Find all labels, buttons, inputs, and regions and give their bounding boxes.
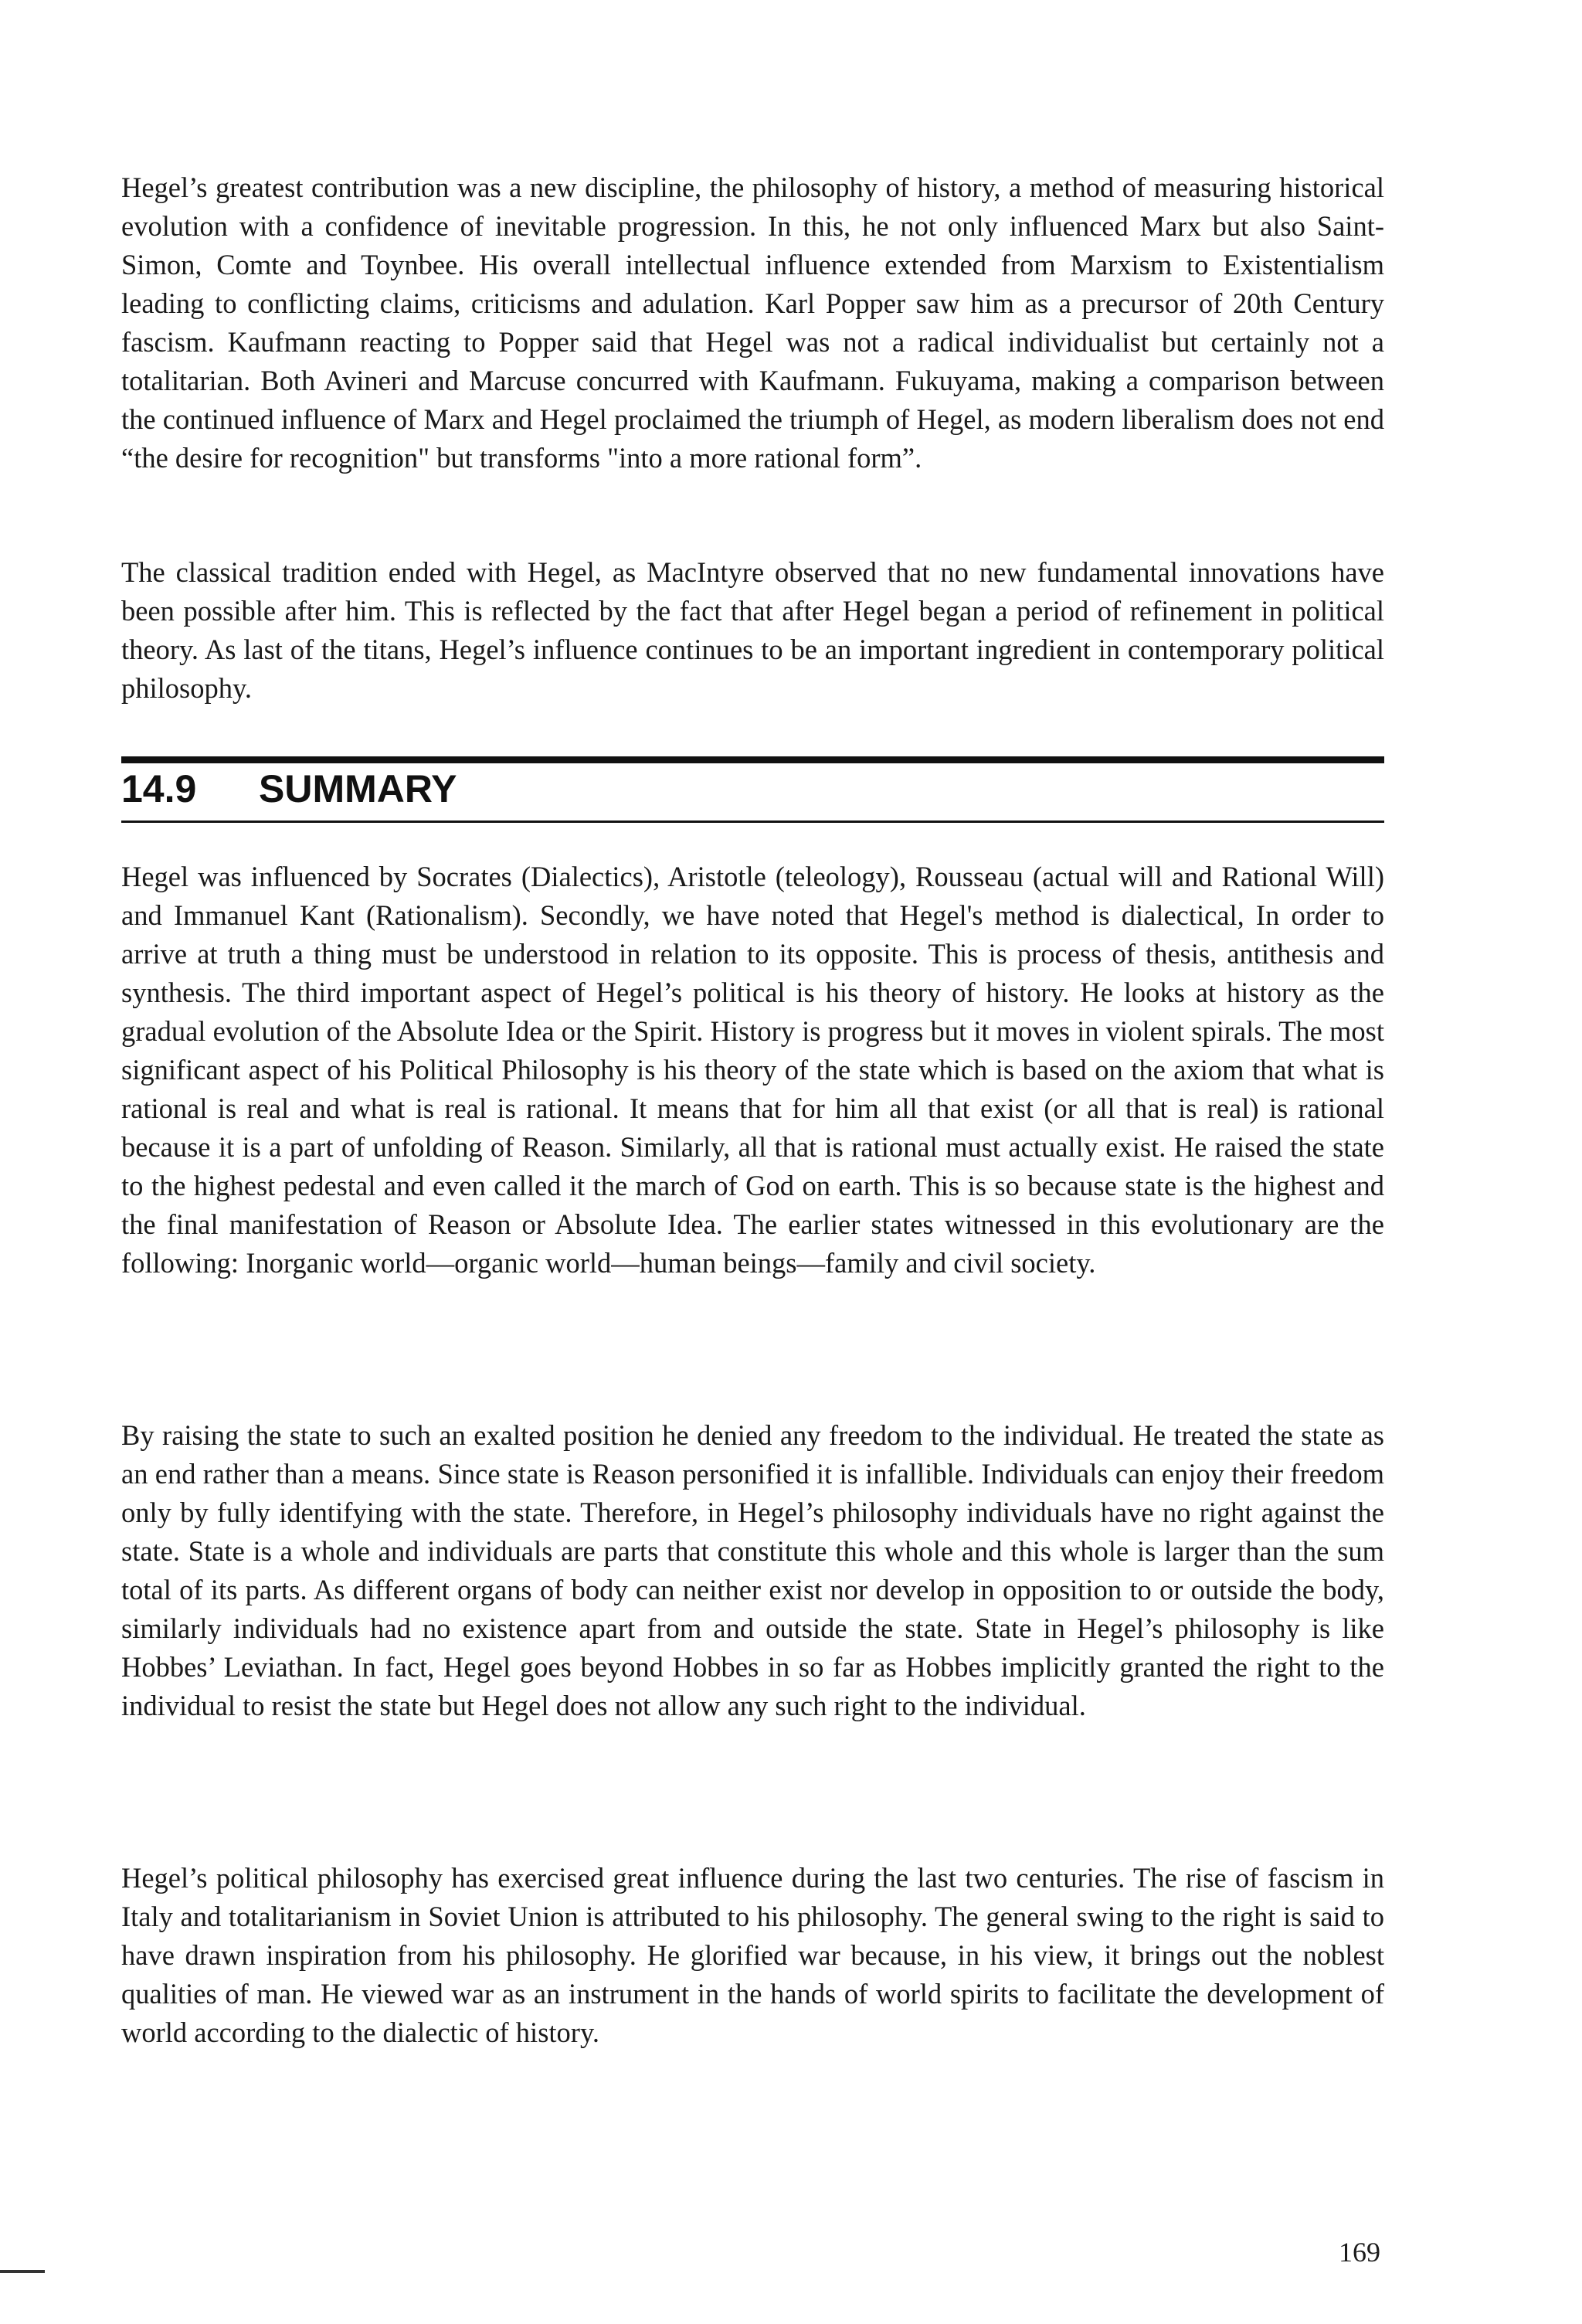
scan-edge-mark — [0, 2270, 45, 2273]
page-number: 169 — [1339, 2237, 1380, 2268]
section-rule-bottom — [121, 821, 1384, 823]
paragraph-hegel-contribution: Hegel’s greatest contribution was a new discipline, the philosophy of history, a method of measuring historical evolution with a confidence of inevitable progression. In this, he not only influenced Marx but also Saint-Simon, Comte and Toynbee. His overall intellectual influence extended from Marxism to Existentialism leading to conflicting claims, criticisms and adulation. Karl Popper saw him as a precursor of 20th Century fascism. Kaufmann reacting to Popper said that Hegel was not a radical individualist but certainly not a totalitarian. Both Avineri and Marcuse concurred with Kaufmann. Fukuyama, making a comparison between the continued influence of Marx and Hegel proclaimed the triumph of Hegel, as modern liberalism does not end “the desire for recognition" but transforms "into a more rational form”. — [121, 172, 1384, 474]
summary-paragraph-influence: Hegel’s political philosophy has exercised great influence during the last two centuries. The rise of fascism in Italy and totalitarianism in Soviet Union is attributed to his philosophy. The general swing to the right is said to have drawn inspiration from his philosophy. He glorified war because, in his view, it brings out the noblest qualities of man. He viewed war as an instrument in the hands of world spirits to facilitate the development of world according to the dialectic of history. — [121, 1862, 1384, 2048]
summary-paragraph-influences: Hegel was influenced by Socrates (Dialectics), Aristotle (teleology), Rousseau (actual will and Rational Will) and Immanuel Kant (Rationalism). Secondly, we have noted that Hegel's method is dialectical, In order to arrive at truth a thing must be understood in relation to its opposite. This is process of thesis, antithesis and synthesis. The third important aspect of Hegel’s political is his theory of history. He looks at history as the gradual evolution of the Absolute Idea or the Spirit. History is progress but it moves in violent spirals. The most significant aspect of his Political Philosophy is his theory of the state which is based on the axiom that what is rational is real and what is real is rational. It means that for him all that exist (or all that is real) is rational because it is a part of unfolding of Reason. Similarly, all that is rational must actually exist. He raised the state to the highest pedestal and even called it the march of God on earth. This is so because state is the highest and the final manifestation of Reason or Absolute Idea. The earlier states witnessed in this evolutionary are the following: Inorganic world—organic world—human beings—family and civil society. — [121, 861, 1384, 1279]
section-rule-top — [121, 756, 1384, 763]
section-number: 14.9 — [121, 767, 197, 810]
section-title: SUMMARY — [259, 767, 457, 810]
paragraph-classical-tradition: The classical tradition ended with Hegel, as MacIntyre observed that no new fundamental innovations have been possible after him. This is reflected by the fact that after Hegel began a period of refinement in political theory. As last of the titans, Hegel’s influence continues to be an important ingredient in contemporary political philosophy. — [121, 556, 1384, 704]
summary-paragraph-state-individual: By raising the state to such an exalted position he denied any freedom to the individual. He treated the state as an end rather than a means. Since state is Reason personified it is infallible. Individuals can enjoy their freedom only by fully identifying with the state. Therefore, in Hegel’s philosophy individuals have no right against the state. State is a whole and individuals are parts that constitute this whole and this whole is larger than the sum total of its parts. As different organs of body can neither exist nor develop in opposition to or outside the body, similarly individuals had no existence apart from and outside the state. State in Hegel’s philosophy is like Hobbes’ Leviathan. In fact, Hegel goes beyond Hobbes in so far as Hobbes implicitly granted the right to the individual to resist the state but Hegel does not allow any such right to the individual. — [121, 1419, 1384, 1721]
section-heading — [121, 765, 457, 813]
